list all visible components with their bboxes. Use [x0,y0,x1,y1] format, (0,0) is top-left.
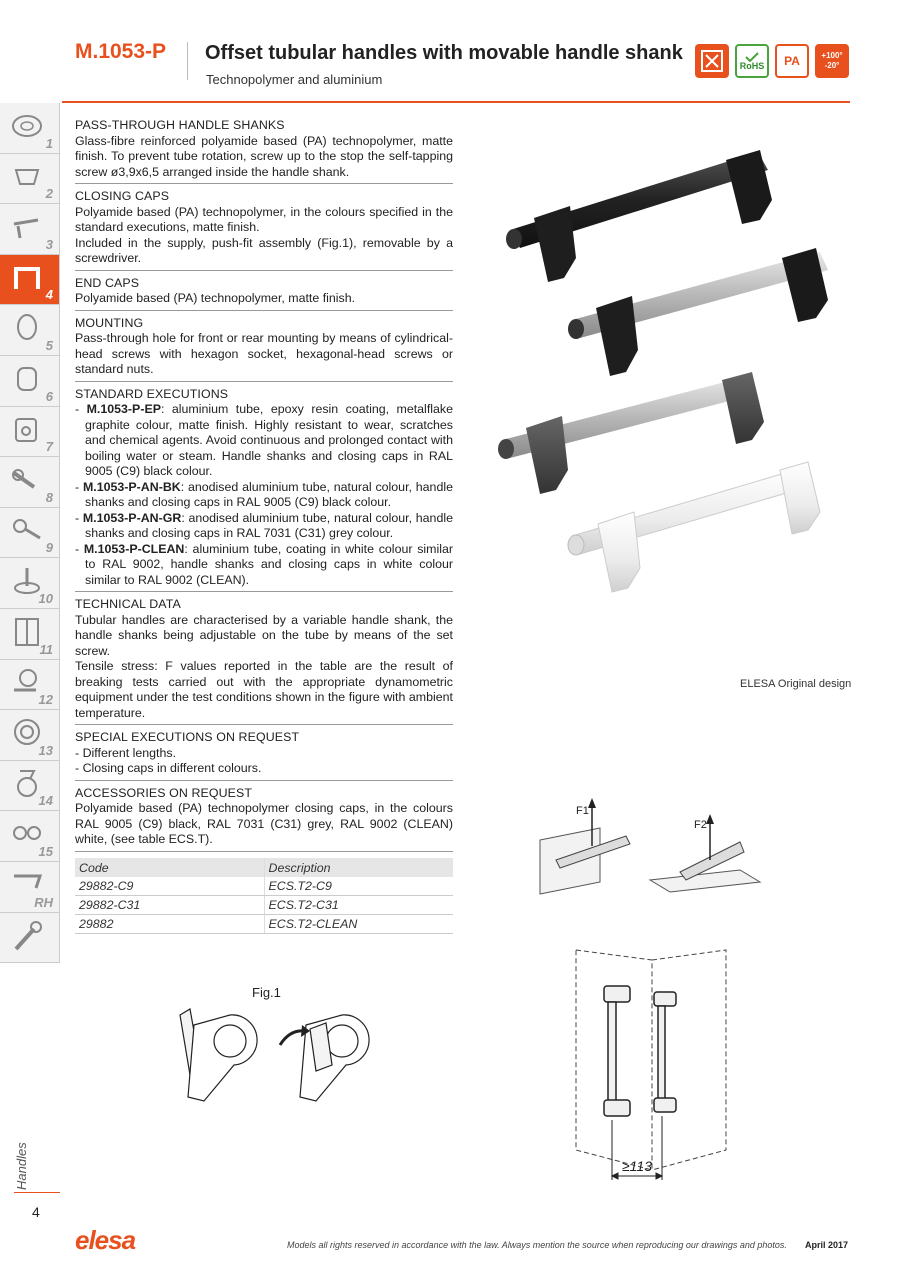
table-cell: ECS.T2-C9 [264,877,453,896]
test-conditions-figure [530,790,770,900]
section-shanks [75,118,453,184]
spec-text-column [75,118,453,857]
page-subtitle: Technopolymer and aluminium [206,72,383,87]
elesa-logo: elesa [75,1225,136,1255]
page-number: 4 [32,1204,40,1220]
figure-1-label: Fig.1 [252,985,281,1000]
section-technical-data [75,597,453,725]
table-cell: 29882-C9 [75,877,264,896]
sidebar-num: 15 [38,843,53,859]
section-body: Tensile stress: F values reported in the table are the result of breaking tests carried out with the appropriate dynamometric equipment under the test conditions shown in the figure with ambient temperature. [75,659,453,720]
sidebar-num: 14 [38,793,53,809]
sidebar-item-8[interactable] [0,457,60,508]
list-item: - Closing caps in different colours. [75,761,262,775]
sidebar-item-7[interactable] [0,407,60,458]
sidebar-item-5[interactable] [0,305,60,356]
list-item: - M.1053-P-AN-BK: anodised aluminium tube, natural colour, handle shanks and closing caps in RAL 9005 (C9) black colour. [75,479,453,509]
sidebar-num: 5 [45,337,53,353]
sidebar-num: 8 [45,489,53,505]
sidebar-num: 9 [45,540,53,556]
sidebar-item-14[interactable] [0,761,60,812]
section-label-wrap [14,1140,34,1190]
sidebar-item-12[interactable] [0,660,60,711]
section-body: Polyamide based (PA) technopolymer closing caps, in the colours RAL 9005 (C9) black, RAL 7031 (C31) grey, RAL 9002 (CLEAN) white, (see table ECS.T). [75,801,453,846]
knob-icon [10,160,44,194]
sidebar-num: 3 [45,236,53,252]
sidebar-item-9[interactable] [0,508,60,559]
section-heading: ACCESSORIES ON REQUEST [75,785,253,800]
section-mounting [75,316,453,382]
publication-date: April 2017 [805,1240,849,1250]
page-number-rule [14,1192,60,1193]
table-row [75,896,453,915]
sidebar-item-15[interactable] [0,811,60,862]
sidebar-num: 11 [39,641,53,657]
u-handle-icon [10,261,44,295]
section-body: Included in the supply, push-fit assembly (Fig.1), removable by a screwdriver. [75,235,453,265]
special-list [75,746,453,777]
knurled-knob-icon [10,362,44,396]
copyright-note: Models all rights reserved in accordance with the law. Always mention the source when reproducing our drawings and photos. [287,1240,787,1250]
sidebar-item-tools[interactable] [0,913,60,964]
table-cell: 29882 [75,915,264,934]
table-cell: ECS.T2-C31 [264,896,453,915]
sidebar-item-4[interactable] [0,255,60,306]
sidebar-num: 4 [45,287,53,303]
design-caption: ELESA Original design [740,678,852,690]
sidebar-num: 2 [45,186,53,202]
rohs-label: RoHS [739,60,765,71]
header-divider [187,42,188,80]
execution-code: M.1053-P-AN-GR [82,510,182,525]
list-item: - M.1053-P-AN-GR: anodised aluminium tube, natural colour, handle shanks and closing caps in RAL 7031 (C31) grey colour. [75,510,453,540]
section-special-executions [75,730,453,781]
section-end-caps [75,276,453,311]
execution-text: : aluminium tube, epoxy resin coating, metalflake graphite colour, matte finish. Highly resistant to wear, scratches and chemical agents. Avoid continuous and prolonged contact with boiling water or steam. Handle shanks and closing caps in RAL 9005 (C9) black colour. [85,402,453,478]
sidebar-num: 10 [38,590,53,606]
page-title: Offset tubular handles with movable handle shank [205,42,683,64]
sidebar-num: 1 [45,135,53,151]
badge-row [695,44,849,78]
temp-low: -20° [824,61,840,70]
table-cell: ECS.T2-CLEAN [264,915,453,934]
section-standard-executions [75,387,453,593]
sidebar-num: 12 [38,692,53,708]
rohs-badge [735,44,769,78]
sidebar-item-11[interactable] [0,609,60,660]
list-item: - M.1053-P-CLEAN: aluminium tube, coating in white colour similar to RAL 9002, handle shanks and closing caps in white colour similar to RAL 9002 (CLEAN). [75,541,453,587]
section-accessories [75,786,453,852]
handle-photo-an-gr [498,372,764,494]
section-label: Handles [14,1142,29,1190]
section-heading: CLOSING CAPS [75,189,170,203]
section-heading: STANDARD EXECUTIONS [75,386,229,401]
header-rule [62,101,850,103]
hinge-pin-icon [10,463,44,497]
table-row [75,877,453,896]
adjustable-icon [695,44,729,78]
eye-bolt-icon [10,514,44,548]
tool-icon [10,919,44,953]
execution-text: : aluminium tube, coating in white colour similar to RAL 9002, handle shanks and closing caps in white colour similar to RAL 9002 (CLEAN). [85,541,453,587]
executions-list [75,402,453,588]
pa-badge: PA [775,44,809,78]
force-label-f2: F2 [694,819,707,831]
list-item: - Different lengths. [75,745,177,760]
grip-knob-icon [10,311,44,345]
sidebar-item-3[interactable] [0,204,60,255]
sidebar-num: RH [34,894,53,910]
sidebar-item-6[interactable] [0,356,60,407]
column-header: Description [264,858,453,877]
section-heading: SPECIAL EXECUTIONS ON REQUEST [75,730,300,744]
mounting-dimension-drawing [560,940,740,1190]
dimension-label: ≥113 [622,1158,653,1174]
table-row [75,915,453,934]
checkmark-icon [745,52,759,62]
list-item: - M.1053-P-EP: aluminium tube, epoxy resin coating, metalflake graphite colour, matte finish. Highly resistant to wear, scratches and chemical agents. Avoid continuous and prolonged contact with boiling water or steam. Handle shanks and closing caps in RAL 9005 (C9) black colour. [75,402,453,478]
accessories-table [75,858,453,934]
section-body: Tubular handles are characterised by a variable handle shank, the handle shanks being adjustable on the tube by means of the set screw. [75,612,453,658]
indexing-plunger-icon [10,413,44,447]
execution-code: M.1053-P-AN-BK [82,479,181,494]
figure-1-drawing [160,1005,380,1115]
handwheel-icon [10,109,44,143]
product-code: M.1053-P [75,40,167,63]
sidebar-item-13[interactable] [0,710,60,761]
section-body: Polyamide based (PA) technopolymer, in the colours specified in the standard executions, matte finish. [75,204,453,234]
section-body: Polyamide based (PA) technopolymer, matte finish. [75,291,356,305]
sidebar-num: 6 [45,388,53,404]
sidebar-item-1[interactable] [0,103,60,154]
column-header: Code [75,858,264,877]
handle-photo-clean [568,462,820,592]
section-heading: END CAPS [75,275,140,290]
lever-icon [10,210,44,244]
sidebar-num: 13 [38,742,53,758]
sidebar-item-2[interactable] [0,154,60,205]
sidebar [0,103,60,963]
handle-photo-ep [506,150,772,282]
section-heading: TECHNICAL DATA [75,597,181,611]
horizontal-test [650,814,760,892]
handle-photo-an-bk [568,248,828,376]
section-closing-caps [75,189,453,271]
vertical-test [540,798,630,894]
section-body: Pass-through hole for front or rear mounting by means of cylindrical-head screws with hexagon socket, hexagonal-head screws or standard nuts. [75,331,453,376]
table-header-row [75,858,453,877]
execution-text: : anodised aluminium tube, natural colour, handle shanks and closing caps in RAL 7031 (C31) grey colour. [85,510,453,540]
execution-code: M.1053-P-CLEAN [83,541,185,556]
sidebar-item-10[interactable] [0,558,60,609]
section-heading: MOUNTING [75,315,144,330]
temperature-badge [815,44,849,78]
table-cell: 29882-C31 [75,896,264,915]
temp-high: +100° [821,51,843,60]
sidebar-item-rh[interactable] [0,862,60,913]
section-heading: PASS-THROUGH HANDLE SHANKS [75,118,285,132]
force-label-f1: F1 [576,805,589,817]
section-body: Glass-fibre reinforced polyamide based (PA) technopolymer, matte finish. To prevent tube rotation, screw up to the stop the self-tapping screw ø3,9x6,5 arranged inside the handle shank. [75,133,453,179]
execution-text: : anodised aluminium tube, natural colour, handle shanks and closing caps in RAL 9005 (C9) black colour. [85,479,453,509]
sidebar-num: 7 [45,439,53,455]
product-photos [490,140,850,610]
execution-code: M.1053-P-EP [86,402,161,416]
